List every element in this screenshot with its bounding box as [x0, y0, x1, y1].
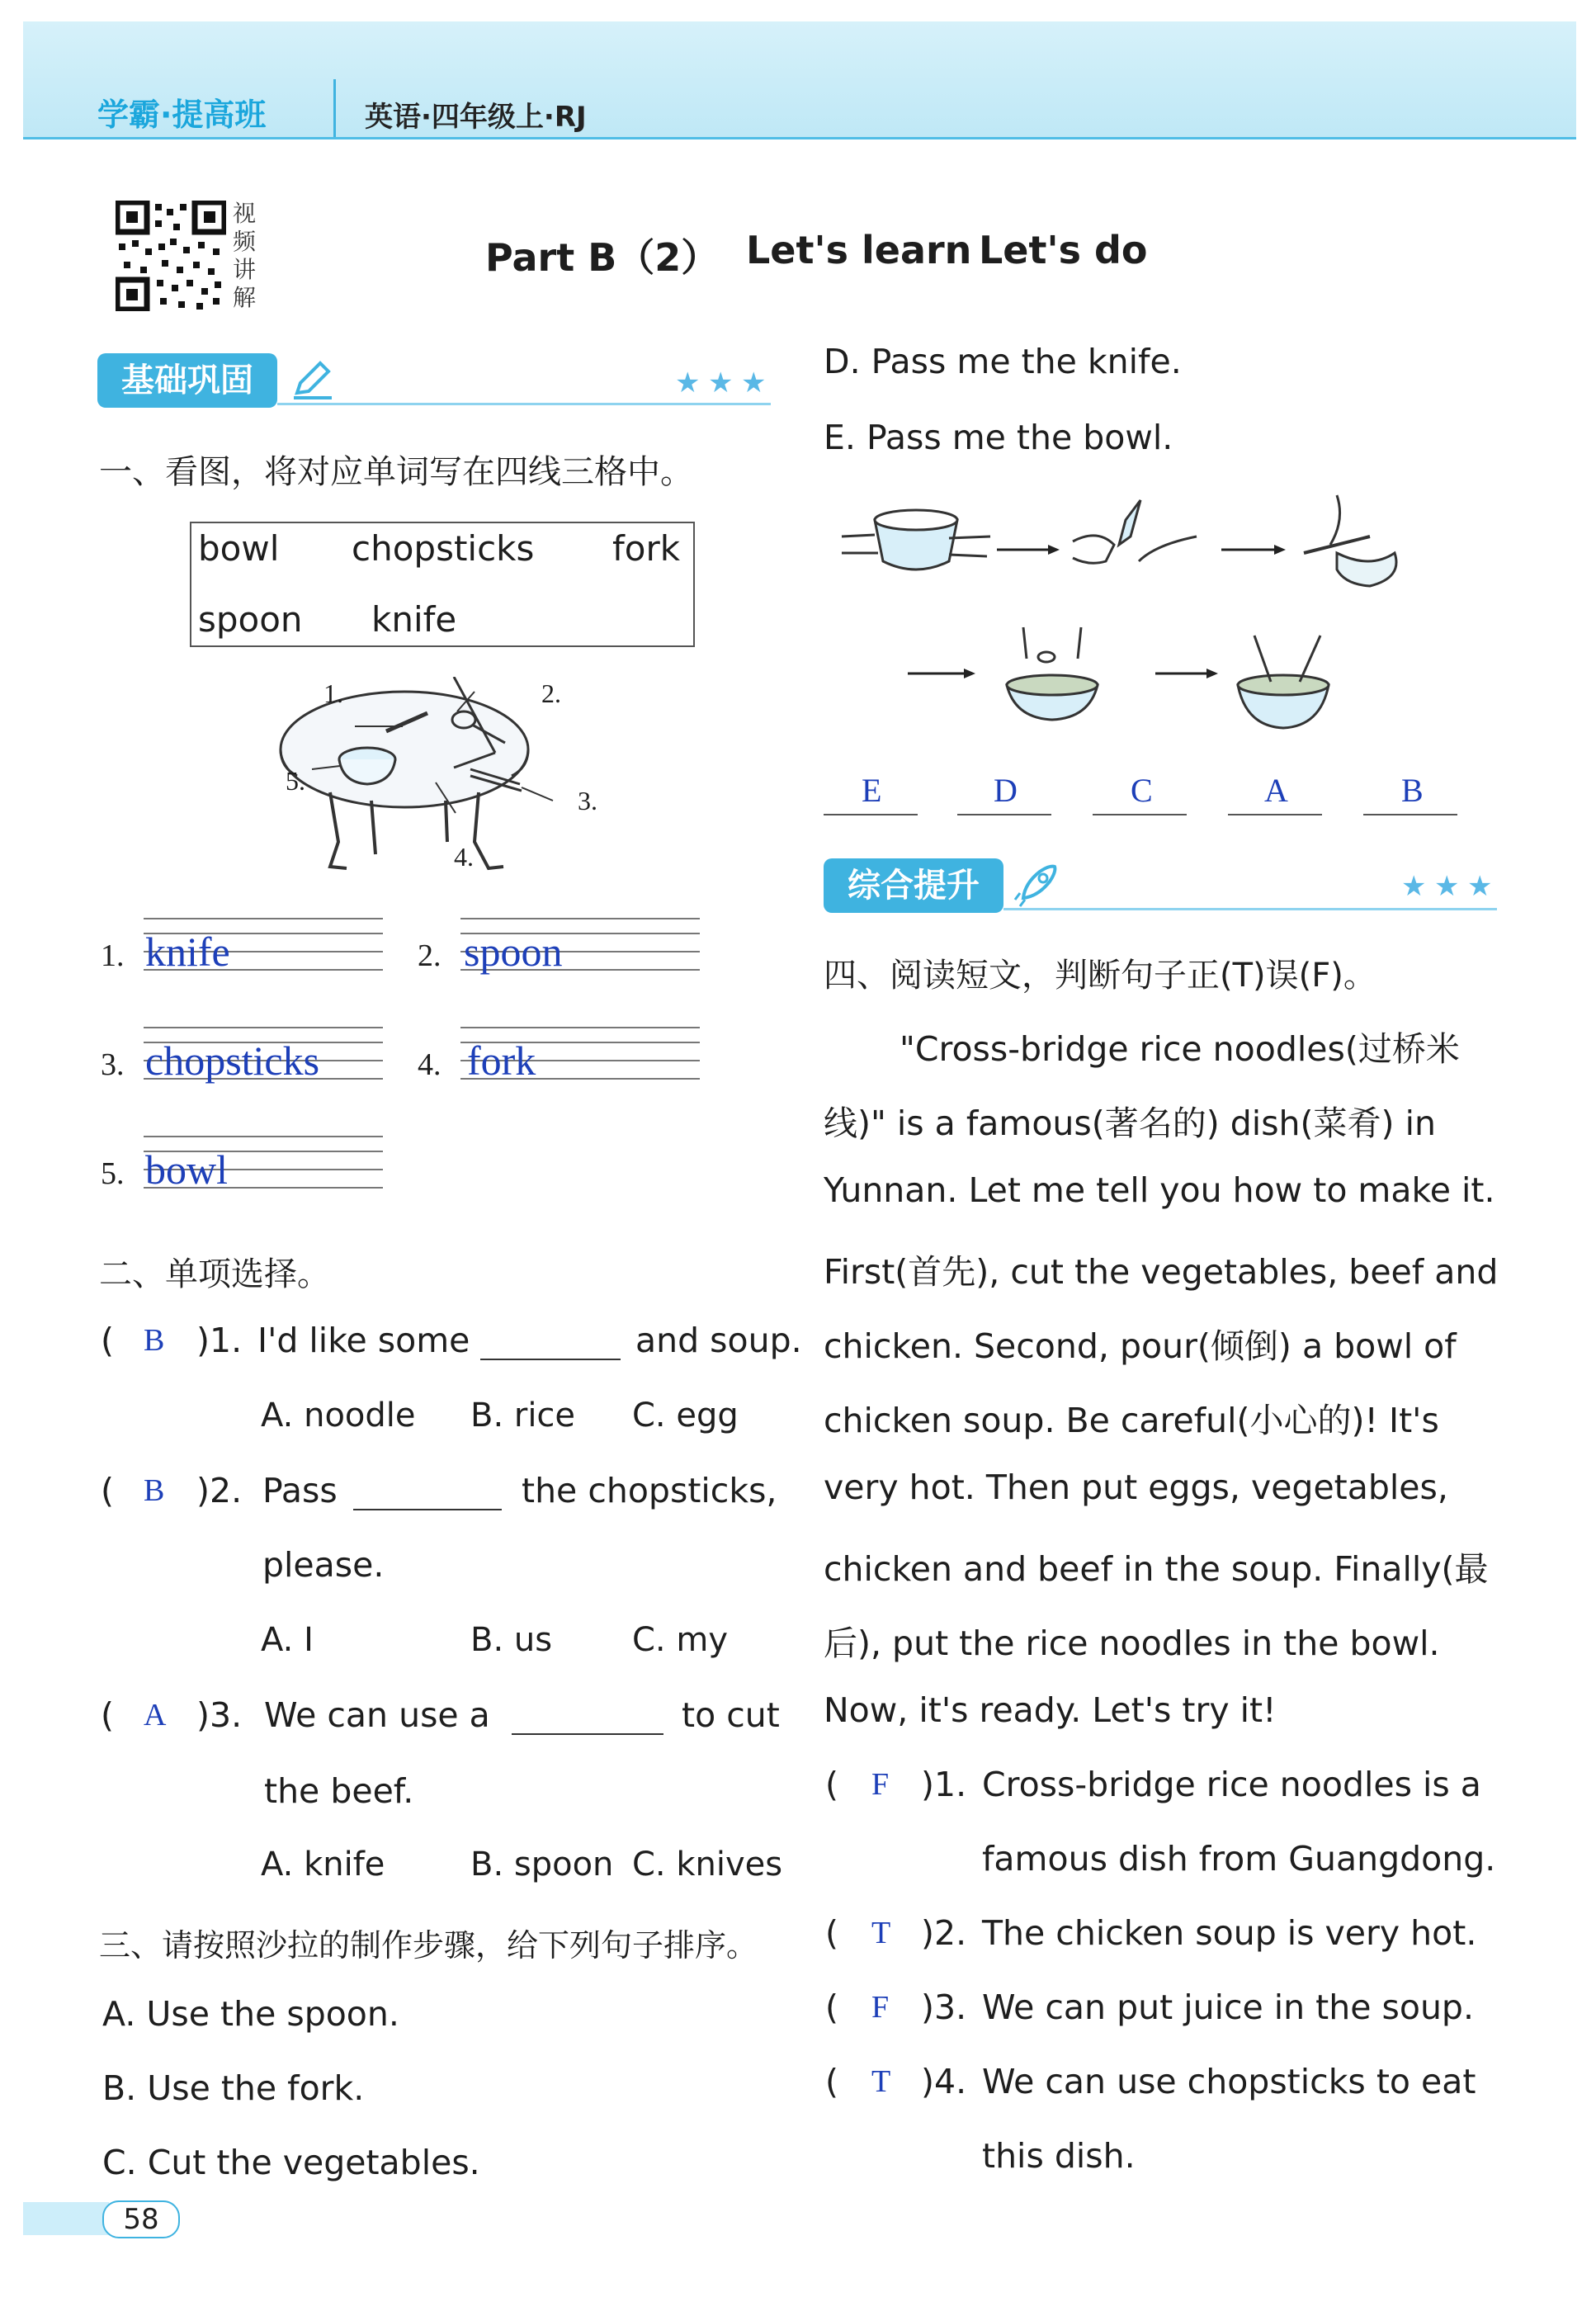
- passage-line: very hot. Then put eggs, vegetables,: [824, 1468, 1448, 1507]
- choice-answer[interactable]: B: [144, 1323, 165, 1358]
- choice-option[interactable]: C. egg: [632, 1397, 739, 1435]
- choice-answer[interactable]: B: [144, 1473, 165, 1508]
- answer-word[interactable]: bowl: [145, 1146, 228, 1193]
- judgement-line: Cross-bridge rice noodles is a: [982, 1765, 1481, 1804]
- q3-title: 三、请按照沙拉的制作步骤，给下列句子排序。: [99, 1927, 758, 1964]
- choice-answer[interactable]: A: [144, 1698, 167, 1732]
- order-blank: [824, 814, 918, 815]
- choice-option[interactable]: C. my: [632, 1621, 728, 1659]
- choice-option[interactable]: B. rice: [470, 1397, 576, 1435]
- passage-line: chicken. Second, pour(倾倒) a bowl of: [824, 1326, 1457, 1366]
- table-illustration: [264, 677, 611, 891]
- section-banner-advanced: 综合提升: [824, 858, 1003, 913]
- judgement-answer[interactable]: F: [871, 1767, 890, 1802]
- choice-option[interactable]: A. knife: [261, 1846, 385, 1884]
- star-icon: ★: [675, 366, 701, 399]
- q4-title: 四、阅读短文，判断句子正(T)误(F)。: [824, 957, 1376, 995]
- section-underline: [1003, 908, 1497, 910]
- order-answer[interactable]: E: [862, 772, 882, 809]
- order-blank: [1093, 814, 1187, 815]
- choice-num: )3.: [196, 1695, 243, 1735]
- answer-num: 5.: [101, 1156, 125, 1191]
- word-box-item: spoon: [198, 599, 303, 640]
- choice-num: )1.: [196, 1321, 243, 1360]
- choice-option[interactable]: B. spoon: [470, 1846, 614, 1884]
- judgement-answer[interactable]: T: [871, 2064, 891, 2099]
- order-blank: [1363, 814, 1457, 815]
- judgement-num: )1.: [921, 1765, 967, 1804]
- star-icon: ★: [1434, 870, 1460, 903]
- book-title: 英语·四年级上·RJ: [365, 101, 587, 134]
- diagram-label: 5.: [286, 766, 305, 796]
- passage-line: Yunnan. Let me tell you how to make it.: [824, 1170, 1495, 1210]
- answer-num: 2.: [418, 938, 441, 973]
- step-item: E. Pass me the bowl.: [824, 418, 1173, 457]
- judgement-num: )3.: [921, 1988, 967, 2027]
- choice-stem: please.: [262, 1545, 385, 1585]
- judgement-num: )2.: [921, 1913, 967, 1953]
- answer-word[interactable]: spoon: [464, 929, 563, 975]
- choice-num: )2.: [196, 1471, 243, 1510]
- answer-word[interactable]: chopsticks: [145, 1037, 320, 1084]
- step-item: C. Cut the vegetables.: [102, 2143, 480, 2182]
- word-box-item: knife: [371, 599, 457, 640]
- answer-num: 3.: [101, 1047, 125, 1082]
- order-blank: [957, 814, 1051, 815]
- step-item: D. Pass me the knife.: [824, 342, 1182, 381]
- passage-line: "Cross-bridge rice noodles(过桥米: [900, 1029, 1460, 1069]
- diagram-label: 3.: [578, 786, 597, 815]
- word-box-item: fork: [612, 528, 681, 569]
- judgement-line: The chicken soup is very hot.: [982, 1913, 1477, 1953]
- answer-num: 4.: [418, 1047, 441, 1082]
- star-icon: ★: [708, 366, 734, 399]
- diagram-label: 2.: [541, 678, 561, 708]
- pencil-icon: [290, 357, 335, 401]
- paren-open: (: [101, 1695, 114, 1735]
- passage-line: chicken and beef in the soup. Finally(最: [824, 1549, 1489, 1589]
- judgement-line: this dish.: [982, 2136, 1136, 2176]
- qr-code-icon[interactable]: [116, 201, 226, 311]
- q2-title: 二、单项选择。: [99, 1255, 330, 1293]
- judgement-line: famous dish from Guangdong.: [982, 1839, 1496, 1879]
- choice-stem: to cut: [682, 1695, 780, 1735]
- diagram-label: 1.: [323, 678, 343, 708]
- judgement-line: We can use chopsticks to eat: [982, 2062, 1476, 2101]
- choice-option[interactable]: B. us: [470, 1621, 553, 1659]
- step-item: A. Use the spoon.: [102, 1994, 399, 2034]
- star-icon: ★: [1401, 870, 1427, 903]
- paren-open: (: [825, 1765, 838, 1804]
- section-underline: [277, 403, 771, 405]
- choice-blank: [512, 1733, 663, 1735]
- qr-label: 视频讲解: [233, 200, 257, 311]
- choice-blank: [353, 1509, 502, 1510]
- choice-option[interactable]: A. noodle: [261, 1397, 416, 1435]
- choice-stem: I'd like some: [257, 1321, 470, 1360]
- lesson-sub2: Let's do: [979, 228, 1148, 272]
- q1-title: 一、看图，将对应单词写在四线三格中。: [99, 453, 693, 491]
- order-answer[interactable]: B: [1401, 772, 1424, 809]
- order-answer[interactable]: D: [994, 772, 1018, 809]
- passage-line: chicken soup. Be careful(小心的)! It's: [824, 1401, 1439, 1440]
- judgement-answer[interactable]: F: [871, 1990, 890, 2025]
- passage-line: First(首先), cut the vegetables, beef and: [824, 1252, 1499, 1292]
- judgement-num: )4.: [921, 2062, 967, 2101]
- rocket-icon: [1013, 860, 1061, 908]
- order-blank: [1228, 814, 1322, 815]
- choice-stem: Pass: [262, 1471, 338, 1510]
- choice-stem: the chopsticks,: [522, 1471, 777, 1510]
- judgement-answer[interactable]: T: [871, 1916, 891, 1950]
- choice-blank: [480, 1359, 621, 1360]
- order-answer[interactable]: A: [1264, 772, 1288, 809]
- passage-line: 后), put the rice noodles in the bowl.: [824, 1624, 1440, 1663]
- choice-stem: and soup.: [635, 1321, 802, 1360]
- answer-word[interactable]: knife: [145, 929, 230, 975]
- paren-open: (: [825, 1988, 838, 2027]
- paren-open: (: [101, 1321, 114, 1360]
- choice-stem: We can use a: [264, 1695, 490, 1735]
- page-number: 58: [102, 2200, 180, 2238]
- answer-num: 1.: [101, 938, 125, 973]
- paren-open: (: [825, 2062, 838, 2101]
- word-box-item: chopsticks: [352, 528, 535, 569]
- answer-word[interactable]: fork: [467, 1037, 536, 1084]
- brand-title: 学霸·提高班: [97, 97, 267, 133]
- footer-band: [23, 2202, 109, 2235]
- order-answer[interactable]: C: [1131, 772, 1153, 809]
- salad-steps-illustration: [825, 487, 1518, 735]
- star-icon: ★: [1467, 870, 1493, 903]
- diagram-label: 4.: [454, 842, 474, 872]
- paren-open: (: [101, 1471, 114, 1510]
- passage-line: 线)" is a famous(著名的) dish(菜肴) in: [824, 1104, 1436, 1143]
- star-icon: ★: [741, 366, 767, 399]
- choice-option[interactable]: A. I: [261, 1621, 314, 1659]
- lesson-part: Part B（2）: [485, 235, 720, 280]
- judgement-line: We can put juice in the soup.: [982, 1988, 1474, 2027]
- passage-line: Now, it's ready. Let's try it!: [824, 1690, 1277, 1730]
- header-divider: [333, 79, 336, 137]
- paren-open: (: [825, 1913, 838, 1953]
- choice-option[interactable]: C. knives: [632, 1846, 783, 1884]
- lesson-sub1: Let's learn: [746, 228, 972, 272]
- section-banner-basic: 基础巩固: [97, 353, 277, 408]
- choice-stem: the beef.: [264, 1771, 414, 1811]
- step-item: B. Use the fork.: [102, 2068, 365, 2108]
- word-box-item: bowl: [198, 528, 280, 569]
